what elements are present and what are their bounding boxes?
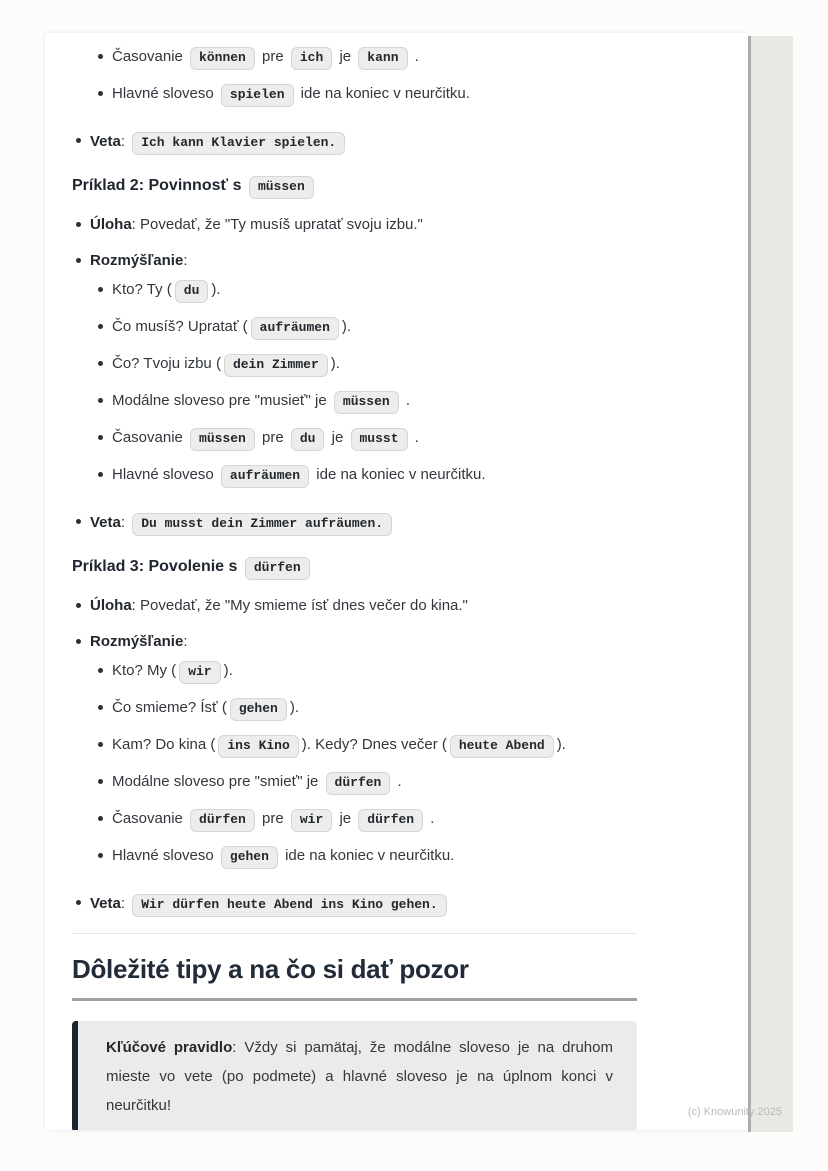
list-item xyxy=(72,630,637,654)
text: : xyxy=(120,133,130,150)
bold-text: Kľúčové pravidlo xyxy=(106,1039,233,1056)
code-chip: spielen xyxy=(221,84,294,107)
text: ). xyxy=(211,281,221,298)
text: Kam? Do kina ( xyxy=(112,736,216,753)
text: je xyxy=(335,48,356,65)
text: Časovanie xyxy=(112,429,188,446)
divider xyxy=(72,933,637,934)
text: . xyxy=(410,48,419,65)
code-chip: müssen xyxy=(249,176,314,199)
list-item xyxy=(72,510,637,536)
bold-text: Veta xyxy=(90,514,121,531)
list-item xyxy=(72,594,637,618)
list-item xyxy=(94,389,637,414)
text: ). xyxy=(556,736,566,753)
text: Príklad 2: Povinnosť s xyxy=(72,177,246,194)
text: pre xyxy=(257,810,288,827)
content-blocks xyxy=(72,33,637,1130)
text: : xyxy=(183,633,188,650)
bold-text: Veta xyxy=(90,133,121,150)
code-chip: ich xyxy=(291,47,332,70)
text: Čo smieme? Ísť ( xyxy=(112,699,227,716)
text: Hlavné sloveso xyxy=(112,847,218,864)
list-item xyxy=(94,807,637,832)
code-chip: können xyxy=(190,47,255,70)
bold-text: Úloha xyxy=(90,216,132,233)
text: . xyxy=(410,429,419,446)
list-item xyxy=(94,696,637,721)
list-item xyxy=(94,315,637,340)
list-item xyxy=(94,426,637,451)
code-chip: musst xyxy=(351,428,408,451)
text: : Vždy si pamätaj, že modálne sloveso je na druhom mieste vo vete (po podmete) a hlavné sloveso je na úplnom konci v neurčitku! xyxy=(106,1039,613,1114)
callout-box xyxy=(72,1021,637,1130)
text: pre xyxy=(257,48,288,65)
code-chip: dürfen xyxy=(245,557,310,580)
text: je xyxy=(335,810,356,827)
example-heading xyxy=(72,173,637,199)
scrollbar[interactable] xyxy=(748,36,793,1132)
watermark: (c) Knowunity 2025 xyxy=(687,1106,782,1118)
bold-text: Rozmýšľanie xyxy=(90,252,184,269)
document-page xyxy=(45,33,748,1130)
text: . xyxy=(426,810,435,827)
text: Hlavné sloveso xyxy=(112,85,218,102)
code-chip: du xyxy=(291,428,325,451)
divider xyxy=(72,998,637,1001)
list-item xyxy=(94,844,637,869)
text: Časovanie xyxy=(112,48,188,65)
text: ide na koniec v neurčitku. xyxy=(296,85,470,102)
code-chip: aufräumen xyxy=(221,465,309,488)
code-chip: kann xyxy=(358,47,407,70)
code-chip: gehen xyxy=(230,698,287,721)
text: : Povedať, že "My smieme ísť dnes večer do kina." xyxy=(131,597,468,614)
code-chip: Ich kann Klavier spielen. xyxy=(132,132,345,155)
list-item xyxy=(94,733,637,758)
list-item xyxy=(72,891,637,917)
code-chip: dürfen xyxy=(358,809,423,832)
text: je xyxy=(327,429,348,446)
bold-text: Rozmýšľanie xyxy=(90,633,184,650)
text: Kto? Ty ( xyxy=(112,281,172,298)
text: . xyxy=(393,773,402,790)
code-chip: dürfen xyxy=(326,772,391,795)
list-item xyxy=(94,463,637,488)
code-chip: du xyxy=(175,280,209,303)
text: Hlavné sloveso xyxy=(112,466,218,483)
text: Príklad 3: Povolenie s xyxy=(72,558,242,575)
text: . xyxy=(401,392,411,409)
list-item xyxy=(94,659,637,684)
text: ide na koniec v neurčitku. xyxy=(312,466,486,483)
code-chip: Du musst dein Zimmer aufräumen. xyxy=(132,513,392,536)
text: Časovanie xyxy=(112,810,188,827)
code-chip: gehen xyxy=(221,846,278,869)
code-chip: heute Abend xyxy=(450,735,554,758)
text: ). xyxy=(341,318,352,335)
text: ). Kedy? Dnes večer ( xyxy=(301,736,447,753)
bold-text: Úloha xyxy=(90,597,132,614)
bold-text: Veta xyxy=(90,895,121,912)
code-chip: wir xyxy=(291,809,332,832)
text: Modálne sloveso pre "musieť" je xyxy=(112,392,331,409)
list-item xyxy=(72,213,637,237)
list-item xyxy=(72,249,637,273)
list-item xyxy=(94,770,637,795)
code-chip: müssen xyxy=(190,428,255,451)
code-chip: müssen xyxy=(334,391,399,414)
text: pre xyxy=(257,429,288,446)
text: ). xyxy=(223,662,233,679)
list-item xyxy=(94,45,637,70)
text: : xyxy=(120,895,130,912)
text: ). xyxy=(289,699,300,716)
code-chip: aufräumen xyxy=(251,317,339,340)
code-chip: Wir dürfen heute Abend ins Kino gehen. xyxy=(132,894,446,917)
section-title: Dôležité tipy a na čo si dať pozor xyxy=(72,954,469,984)
text: Modálne sloveso pre "smieť" je xyxy=(112,773,323,790)
code-chip: ins Kino xyxy=(218,735,298,758)
text: : xyxy=(183,252,188,269)
example-heading xyxy=(72,554,637,580)
list-item xyxy=(94,278,637,303)
text: Kto? My ( xyxy=(112,662,177,679)
text: : xyxy=(120,514,130,531)
code-chip: dein Zimmer xyxy=(224,354,328,377)
code-chip: wir xyxy=(179,661,220,684)
text: Čo musíš? Upratať ( xyxy=(112,318,248,335)
text: ide na koniec v neurčitku. xyxy=(280,847,455,864)
text: ). xyxy=(330,355,340,372)
list-item xyxy=(72,129,637,155)
list-item xyxy=(94,352,637,377)
list-item xyxy=(94,82,637,107)
text: Čo? Tvoju izbu ( xyxy=(112,355,221,372)
text: : Povedať, že "Ty musíš upratať svoju izbu." xyxy=(131,216,423,233)
code-chip: dürfen xyxy=(190,809,255,832)
